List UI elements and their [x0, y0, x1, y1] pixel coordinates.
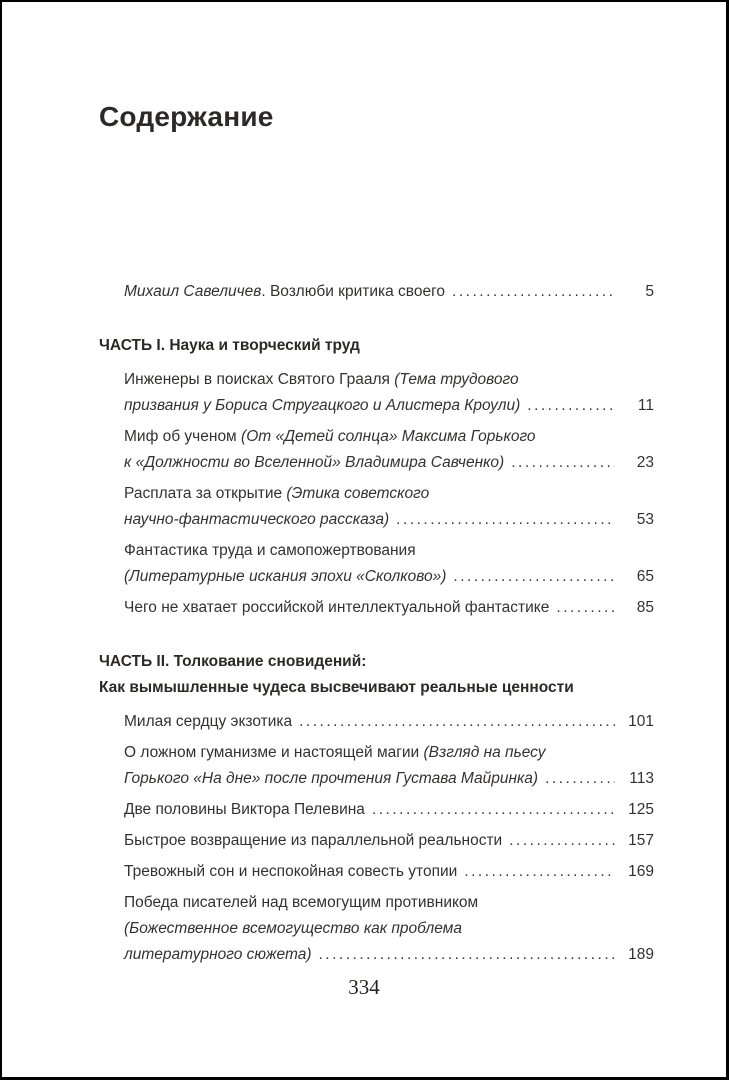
- entry-title: [124, 564, 446, 590]
- toc-entry-line: [124, 740, 654, 766]
- page-ref: 53: [636, 511, 654, 528]
- toc-entry-line: [124, 450, 654, 476]
- toc-entry: [99, 740, 654, 792]
- toc-entry: [99, 709, 654, 735]
- entry-title: [124, 507, 389, 533]
- dot-leader: [299, 709, 615, 735]
- toc-entry: [99, 424, 654, 476]
- toc-entry-line: [124, 481, 654, 507]
- page-ref: 23: [636, 454, 654, 471]
- page-ref: 11: [637, 397, 654, 414]
- entry-title: [124, 916, 462, 942]
- toc-entry-line: [124, 890, 654, 916]
- entry-title-italic-segment: Горького «На дне» после прочтения Густава Майринка): [124, 770, 539, 787]
- toc-entry: [99, 367, 654, 419]
- entry-title-segment: Быстрое возвращение из параллельной реальности: [124, 832, 503, 849]
- toc-entry: [99, 859, 654, 885]
- entry-title-segment: Милая сердцу экзотика: [124, 713, 293, 730]
- toc-entry: [99, 279, 654, 305]
- entry-title: [124, 595, 549, 621]
- entry-title: [124, 890, 478, 916]
- section-heading-text: Как вымышленные чудеса высвечивают реальные ценности: [99, 679, 574, 696]
- entry-title: [124, 481, 429, 507]
- toc-content: [2, 100, 726, 968]
- page-ref: 5: [645, 283, 654, 300]
- toc-entry-line: [124, 367, 654, 393]
- toc-entry-line: [124, 859, 654, 885]
- toc-entry-line: [124, 424, 654, 450]
- entry-title: [124, 709, 292, 735]
- entry-title-segment: Чего не хватает российской интеллектуальной фантастике: [124, 599, 550, 616]
- entry-title-segment: Миф об ученом: [124, 428, 242, 445]
- toc-entry-line: [124, 766, 654, 792]
- entry-title-italic-segment: (От «Детей солнца» Максима Горького: [241, 428, 536, 445]
- entry-title: [124, 942, 311, 968]
- entry-title-italic-segment: (Литературные искания эпохи «Сколково»): [124, 568, 447, 585]
- toc-entry: [99, 538, 654, 590]
- entry-title-italic-segment: литературного сюжета): [124, 946, 312, 963]
- page-ref: 157: [628, 832, 654, 849]
- page-ref: 101: [628, 713, 654, 730]
- section-heading-line: [99, 675, 654, 701]
- toc-entry-line: [124, 797, 654, 823]
- folio-page-number: 334: [348, 975, 380, 999]
- dot-leader: [453, 564, 615, 590]
- entry-title: [124, 393, 520, 419]
- dot-leader: [556, 595, 615, 621]
- section-heading-text: ЧАСТЬ II. Толкование сновидений:: [99, 653, 367, 670]
- toc-entry: [99, 828, 654, 854]
- toc-entry-line: [124, 507, 654, 533]
- dot-leader: [318, 942, 615, 968]
- entry-title-segment: Две половины Виктора Пелевина: [124, 801, 365, 818]
- page-title: Содержание: [99, 101, 274, 132]
- toc-entry-line: [124, 538, 654, 564]
- dot-leader: [509, 828, 615, 854]
- dot-leader: [511, 450, 615, 476]
- entry-title: [124, 797, 365, 823]
- dot-leader: [527, 393, 615, 419]
- entry-title-segment: О ложном гуманизме и настоящей магии: [124, 744, 424, 761]
- toc-entry: [99, 595, 654, 621]
- entry-title: [124, 828, 502, 854]
- entry-title-italic-segment: к «Должности во Вселенной» Владимира Савченко): [124, 454, 505, 471]
- entry-title: [124, 450, 504, 476]
- dot-leader: [396, 507, 615, 533]
- entry-title-italic-segment: (Этика советского: [286, 485, 430, 502]
- entry-title-italic-segment: научно-фантастического рассказа): [124, 511, 390, 528]
- entry-title-segment: Инженеры в поисках Святого Грааля: [124, 371, 395, 388]
- dot-leader: [452, 279, 615, 305]
- entry-title: [124, 424, 536, 450]
- entry-title-segment: . Возлюби критика своего: [261, 283, 446, 300]
- entry-title-italic-segment: (Взгляд на пьесу: [423, 744, 546, 761]
- entry-title-italic-segment: призвания у Бориса Стругацкого и Алистера Кроули): [124, 397, 521, 414]
- entry-title: [124, 766, 538, 792]
- dot-leader: [464, 859, 615, 885]
- section-heading: [99, 649, 654, 701]
- entry-title-italic-segment: Михаил Савеличев: [124, 283, 262, 300]
- entry-title: [124, 740, 546, 766]
- entry-title-segment: Тревожный сон и неспокойная совесть утопии: [124, 863, 458, 880]
- toc-entry-line: [124, 595, 654, 621]
- toc-entry-line: [124, 564, 654, 590]
- toc-entry-line: [124, 916, 654, 942]
- toc-entry-line: [124, 393, 654, 419]
- toc-entry-line: [124, 828, 654, 854]
- entry-title: [124, 279, 445, 305]
- dot-leader: [372, 797, 615, 823]
- entry-title: [124, 538, 416, 564]
- entry-title: [124, 367, 519, 393]
- entry-title-italic-segment: (Тема трудового: [394, 371, 519, 388]
- entry-title-segment: Расплата за открытие: [124, 485, 287, 502]
- dot-leader: [545, 766, 615, 792]
- toc-entry: [99, 890, 654, 968]
- entry-title-segment: Фантастика труда и самопожертвования: [124, 542, 416, 559]
- entry-title-italic-segment: (Божественное всемогущество как проблема: [124, 920, 462, 937]
- section-heading-line: [99, 333, 654, 359]
- page-ref: 85: [636, 599, 654, 616]
- page-ref: 65: [636, 568, 654, 585]
- section-heading-line: [99, 649, 654, 675]
- entry-title: [124, 859, 457, 885]
- toc-entry-line: [124, 709, 654, 735]
- entry-title-segment: Победа писателей над всемогущим противником: [124, 894, 479, 911]
- section-heading-text: ЧАСТЬ I. Наука и творческий труд: [99, 337, 360, 354]
- page-ref: 113: [629, 770, 654, 787]
- toc-entry: [99, 797, 654, 823]
- toc-entry-line: [124, 942, 654, 968]
- page-ref: 169: [628, 863, 654, 880]
- toc-blocks: [99, 279, 654, 968]
- toc-entry: [99, 481, 654, 533]
- toc-entry-line: [124, 279, 654, 305]
- page-ref: 125: [628, 801, 654, 818]
- section-heading: [99, 333, 654, 359]
- page-ref: 189: [628, 946, 654, 963]
